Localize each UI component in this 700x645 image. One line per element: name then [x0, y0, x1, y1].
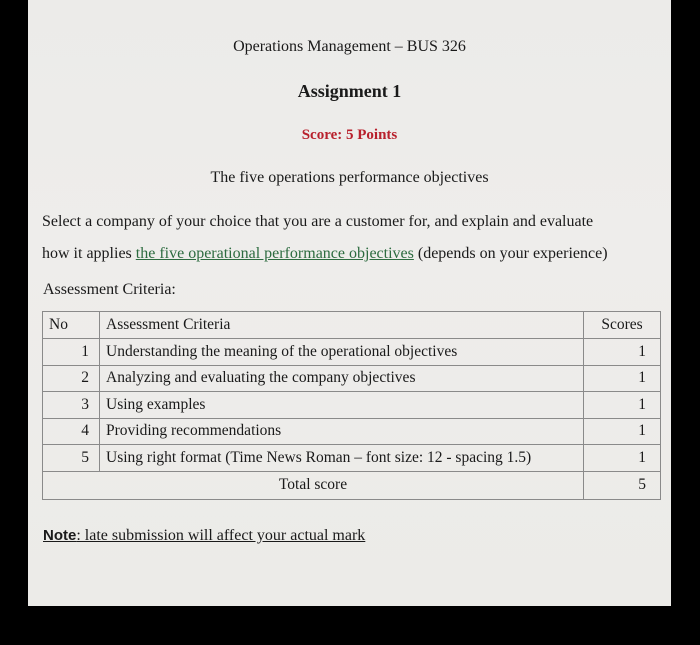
document-page	[28, 0, 671, 606]
assignment-title: Assignment 1	[297, 81, 402, 101]
row-no: 4	[43, 418, 100, 445]
row-criteria: Analyzing and evaluating the company objectives	[100, 365, 584, 392]
instructions-line-2-suffix: (depends on your experience)	[413, 245, 608, 262]
note-line	[43, 527, 365, 545]
header-criteria: Assessment Criteria	[100, 312, 584, 339]
row-criteria: Using right format (Time News Roman – font size: 12 - spacing 1.5)	[100, 445, 584, 472]
total-value: 5	[584, 471, 661, 499]
total-label: Total score	[43, 471, 584, 499]
table-row	[43, 392, 661, 419]
assessment-table	[42, 311, 661, 500]
row-score: 1	[584, 392, 661, 419]
header-no: No	[43, 312, 100, 339]
table-row	[43, 445, 661, 472]
row-criteria: Using examples	[100, 392, 584, 419]
row-no: 5	[43, 445, 100, 472]
table-row	[43, 418, 661, 445]
score-line: Score: 5 Points	[301, 127, 398, 143]
objectives-link[interactable]: the five operational performance objectives	[135, 245, 414, 262]
row-criteria: Understanding the meaning of the operational objectives	[100, 339, 584, 366]
row-no: 2	[43, 365, 100, 392]
instructions-paragraph	[42, 206, 657, 270]
topic-subtitle: The five operations performance objectives	[210, 169, 489, 186]
row-score: 1	[584, 418, 661, 445]
row-score: 1	[584, 445, 661, 472]
header-scores: Scores	[584, 312, 661, 339]
row-criteria: Providing recommendations	[100, 418, 584, 445]
row-no: 3	[43, 392, 100, 419]
total-row	[43, 471, 661, 499]
criteria-heading: Assessment Criteria:	[43, 281, 176, 298]
course-title: Operations Management – BUS 326	[233, 38, 466, 55]
row-score: 1	[584, 365, 661, 392]
table-row	[43, 339, 661, 366]
table-header-row	[43, 312, 661, 339]
note-label: Note	[43, 527, 77, 544]
instructions-line-2-prefix: how it applies	[42, 245, 136, 262]
row-score: 1	[584, 339, 661, 366]
row-no: 1	[43, 339, 100, 366]
note-text: : late submission will affect your actual mark	[76, 527, 366, 544]
instructions-line-1: Select a company of your choice that you are a customer for, and explain and evaluate	[42, 213, 594, 230]
table-row	[43, 365, 661, 392]
